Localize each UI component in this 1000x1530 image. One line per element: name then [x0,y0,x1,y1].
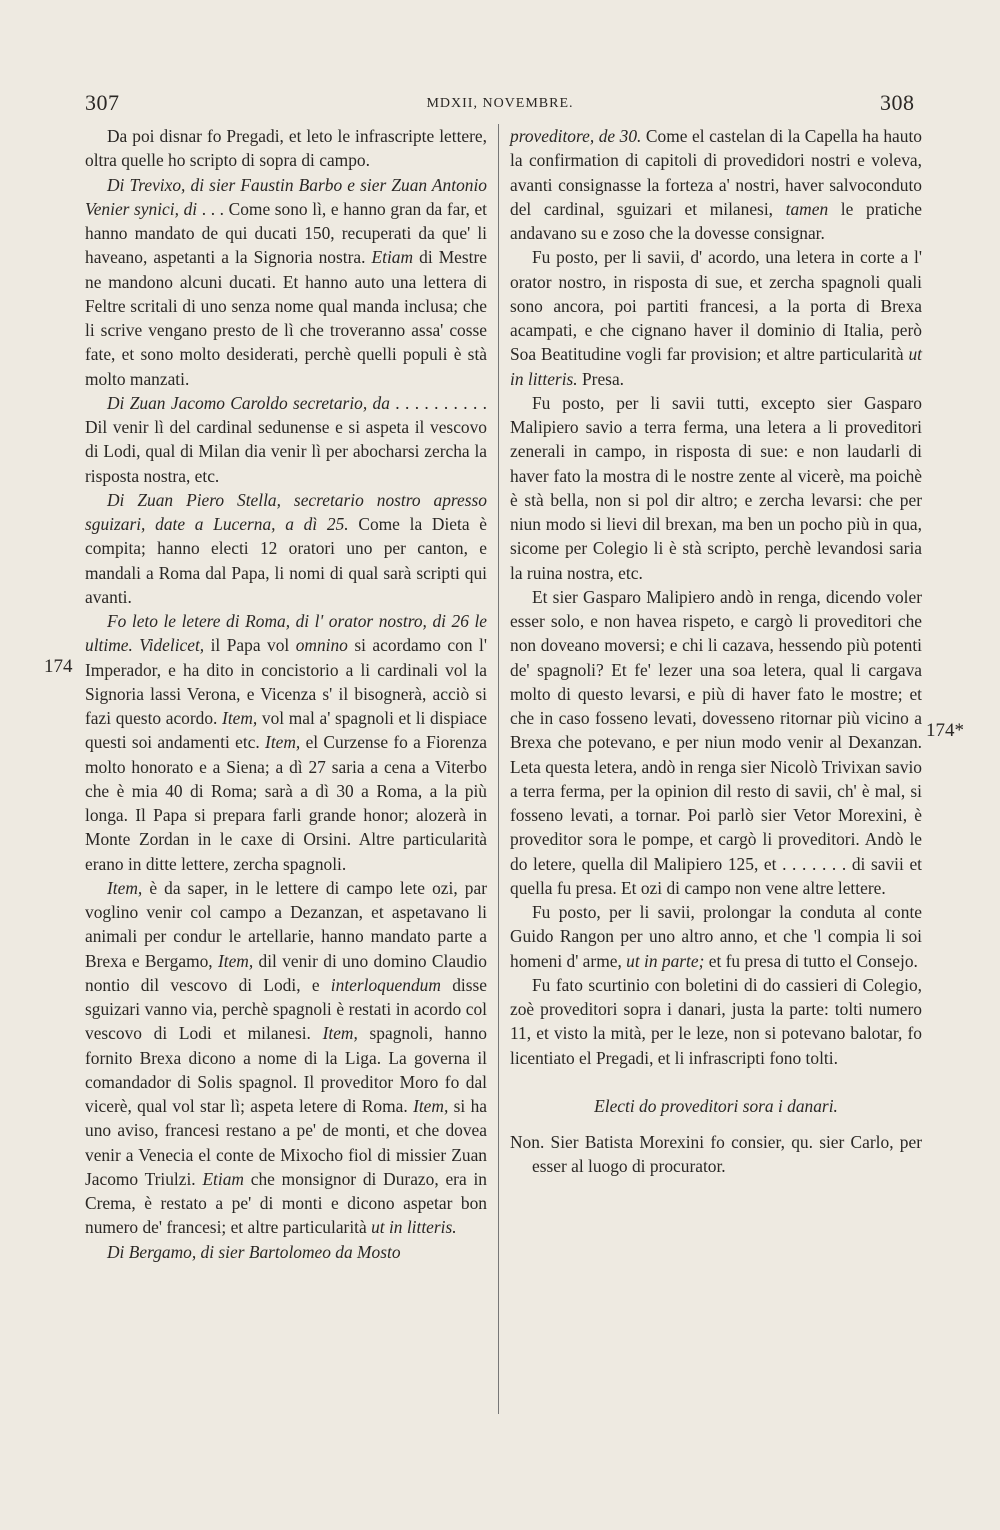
italic-text: Di Zuan Piero Stella, secretario nostro apresso sguizari, date a Lucerna, a dì 25. [85,489,487,534]
text: vol mal a' spagnoli et li dispiace questi soi andamenti etc. [85,708,487,753]
paragraph [510,585,922,900]
text: Fu posto, per li savii tutti, excepto sier Gasparo Malipiero savio a terra ferma, una letera a li proveditori zenerali in campo, in risposta di sue: e non laudarli di haver fato la mostra di le nostre zente al vicerè, ma poichè è stà bella, non si pol dir altro; e zercha levarsi: che per niun modo si lievi dil brexan, ma ben un pocho più in qua, sicome per Colegio li è stà scripto, perchè levandosi saria la ruina nostra, etc. [510,392,922,583]
italic-text: ut in parte; [626,950,705,971]
italic-text: omnino [295,635,348,656]
paragraph [510,245,922,391]
italic-text: ut in litteris. [510,344,922,389]
running-title: MDXII, NOVEMBRE. [426,96,574,111]
text: Fu posto, per li savii, d' acordo, una letera in corte a l' orator nostro, in risposta di sue, et zercha spagnoli quali sono ancora, poi partiti francesi, a la porta di Brexa acampati, e che cignano haver il dominio di Italia, però Soa Beatitudine vogli far provision; et altre particularità [510,247,922,365]
italic-text: Item, [413,1096,449,1116]
text: disse sguizari vanno via, perchè spagnoli è restati in acordo col vescovo di Lodi et milanesi. [85,974,487,1044]
text: è da saper, in le lettere di campo lete ozi, par voglino venir col campo a Dezanzan, et aspetavano li animali per condur le artellarie, hanno mandato parte a Brexa e Bergamo, [85,877,487,971]
paragraph [85,876,487,1240]
italic-text: Electi do proveditori sora i danari. [594,1095,838,1116]
italic-text: proveditore, de 30. [510,126,642,146]
paragraph [510,391,922,585]
italic-text: Etiam [371,247,414,268]
italic-text: Etiam [202,1168,244,1189]
text: Presa. [577,368,625,389]
text: Come la Dieta è compita; hanno electi 12 oratori uno per canton, e mandali a Roma dal Papa, li nomi di qual sarà scripti qui avanti. [85,514,487,607]
spacer [510,1070,922,1094]
left-column [85,124,487,1264]
italic-text: Item, [222,708,258,728]
section-heading [510,1094,922,1118]
text: Fu fato scurtinio con boletini di do cassieri di Colegio, zoè proveditori sopra i danari, justa la parte: tolti numero 11, et visto la mità, per le leze, non si potevano balotar, fo licentiato el Pregadi, et li infrascripti fono tolti. [510,974,922,1068]
text: Non. Sier Batista Morexini fo consier, qu. sier Carlo, per esser al luogo di procurator. [510,1132,922,1177]
text: le pratiche andavano su e zoso che la dovesse consignar. [510,198,922,243]
left-margin-note: 174 [44,656,73,677]
paragraph [85,488,487,609]
paragraph [85,609,487,876]
text: Fu posto, per li savii, prolongar la conduta al conte Guido Rangon per uno altro anno, et che 'l compia li soi homeni d' arme, [510,902,922,971]
right-margin-note: 174* [926,720,964,741]
text: Et sier Gasparo Malipiero andò in renga, dicendo voler esser solo, e non havea rispeto, e cargò li proveditori che non doveano moversi; e chi li cazava, hessendo più potenti de' spagnoli? Et fe' lezer una soa letera, qual li cargava molto di questo levarsi, e più di haver fato le mostre; et che in caso fosseno levati, dovesseno ritornar più vicino a Brexa che potevano, e per niun modo venir al Dexanzan. Leta questa letera, andò in renga sier Nicolò Trivixan savio a terra ferma, per la opinion dil resto di savii, ch' è mal, si fosseno levati, a tornar. Poi parlò sier Vetor Morexini, è proveditor sora le pompe, et cargò li proveditori. Andò le do letere, quella dil Malipiero 125, et . . . . . . . di savii et quella fu presa. Et ozi di campo non vene altre lettere. [510,586,922,898]
paragraph [510,973,922,1070]
italic-text: tamen [785,198,829,219]
right-page-number: 308 [880,90,915,115]
paragraph [85,391,487,488]
list-entry [510,1130,922,1179]
paragraph [85,173,487,391]
text: dil venir di uno domino Claudio nontio dil vescovo di Lodi, e [85,950,487,995]
text: di Mestre ne mandono alcuni ducati. Et hanno auto una lettera di Feltre scritali di uno senza nome qual manda inclusa; che li scrive vengano presto de lì che troveranno assa' cosse fate, et sono molto desiderati, perchè quelli populi è stà molto manzati. [85,247,488,389]
italic-text: Di Zuan Jacomo Caroldo secretario, da [107,392,390,413]
italic-text: Fo leto le letere di Roma, di l' orator nostro, di 26 le ultime. Videlicet, [85,611,487,656]
italic-text: Item, [107,877,143,898]
text: et fu presa di tutto el Consejo. [704,950,918,971]
text: el Curzense fo a Fiorenza molto honorato e a Siena; a dì 27 saria a cena a Viterbo che è mia 40 di Roma; sarà a dì 30 a Roma, a la più longa. Il Papa si prepara farli grande honor; alozerà in Monte Zordan in le caxe di Orsini. Altre particularità erano in ditte lettere, zercha spagnoli. [85,732,488,874]
spacer [510,1118,922,1130]
text: si acordamo con l' Imperador, e ha dito in concistorio a li cardinali vol la Signoria lassi Verona, e Vicenza s' il bisognerà, acciò si fazi questo acordo. [85,635,487,728]
italic-text: Item, [322,1023,358,1044]
text: spagnoli, hanno fornito Brexa dicono a nome di la Liga. La governa il comandador di Solis spagnol. Il proveditor Moro fo dal vicerè, qual vol star lì; aspeta letere di Roma. [85,1023,487,1116]
paragraph [510,900,922,973]
italic-text: Di Bergamo, di sier Bartolomeo da Mosto [107,1241,401,1262]
italic-text: ut in litteris. [371,1217,457,1238]
paragraph [510,124,922,245]
text: Da poi disnar fo Pregadi, et leto le infrascripte lettere, oltra quelle ho scripto di sopra di campo. [85,126,487,171]
italic-text: Item, [265,732,301,753]
left-page-number: 307 [85,90,120,115]
text: si ha uno aviso, francesi restano a pe' de monti, et che dovea venir a Venecia el conte de Mixocho fiol di missier Zuan Jacomo Triulzi. [85,1096,487,1189]
text: Come el castelan di la Capella ha hauto la confirmation di capitoli di provedidori nostri e voleva, avanti consignasse la forteza a' nostri, haver salvoconduto del cardinal, sguizari et milanesi, [510,126,922,219]
right-column [510,124,922,1179]
column-divider [498,124,499,1414]
text: che monsignor di Durazo, era in Crema, è restato a pe' di monti e dicono aspetar bon numero de' francesi; et altre particularità [85,1168,487,1238]
text: . . . Come sono lì, e hanno gran da far, et hanno mandato de qui ducati 150, recuperati da que' li haveano, aspetanti a la Signoria nostra. [85,198,487,268]
italic-text: Di Trevixo, di sier Faustin Barbo e sier Zuan Antonio Venier synici, di [85,174,487,219]
italic-text: interloquendum [330,974,441,995]
text: il Papa vol [204,635,296,656]
paragraph [85,1240,487,1264]
paragraph [85,124,487,173]
italic-text: Item, [217,950,254,971]
text: . . . . . . . . . . Dil venir lì del cardinal sedunense e si aspeta il vescovo di Lodi, qual di Milan dia venir lì per abocharsi zercha la risposta nostra, etc. [85,392,487,486]
